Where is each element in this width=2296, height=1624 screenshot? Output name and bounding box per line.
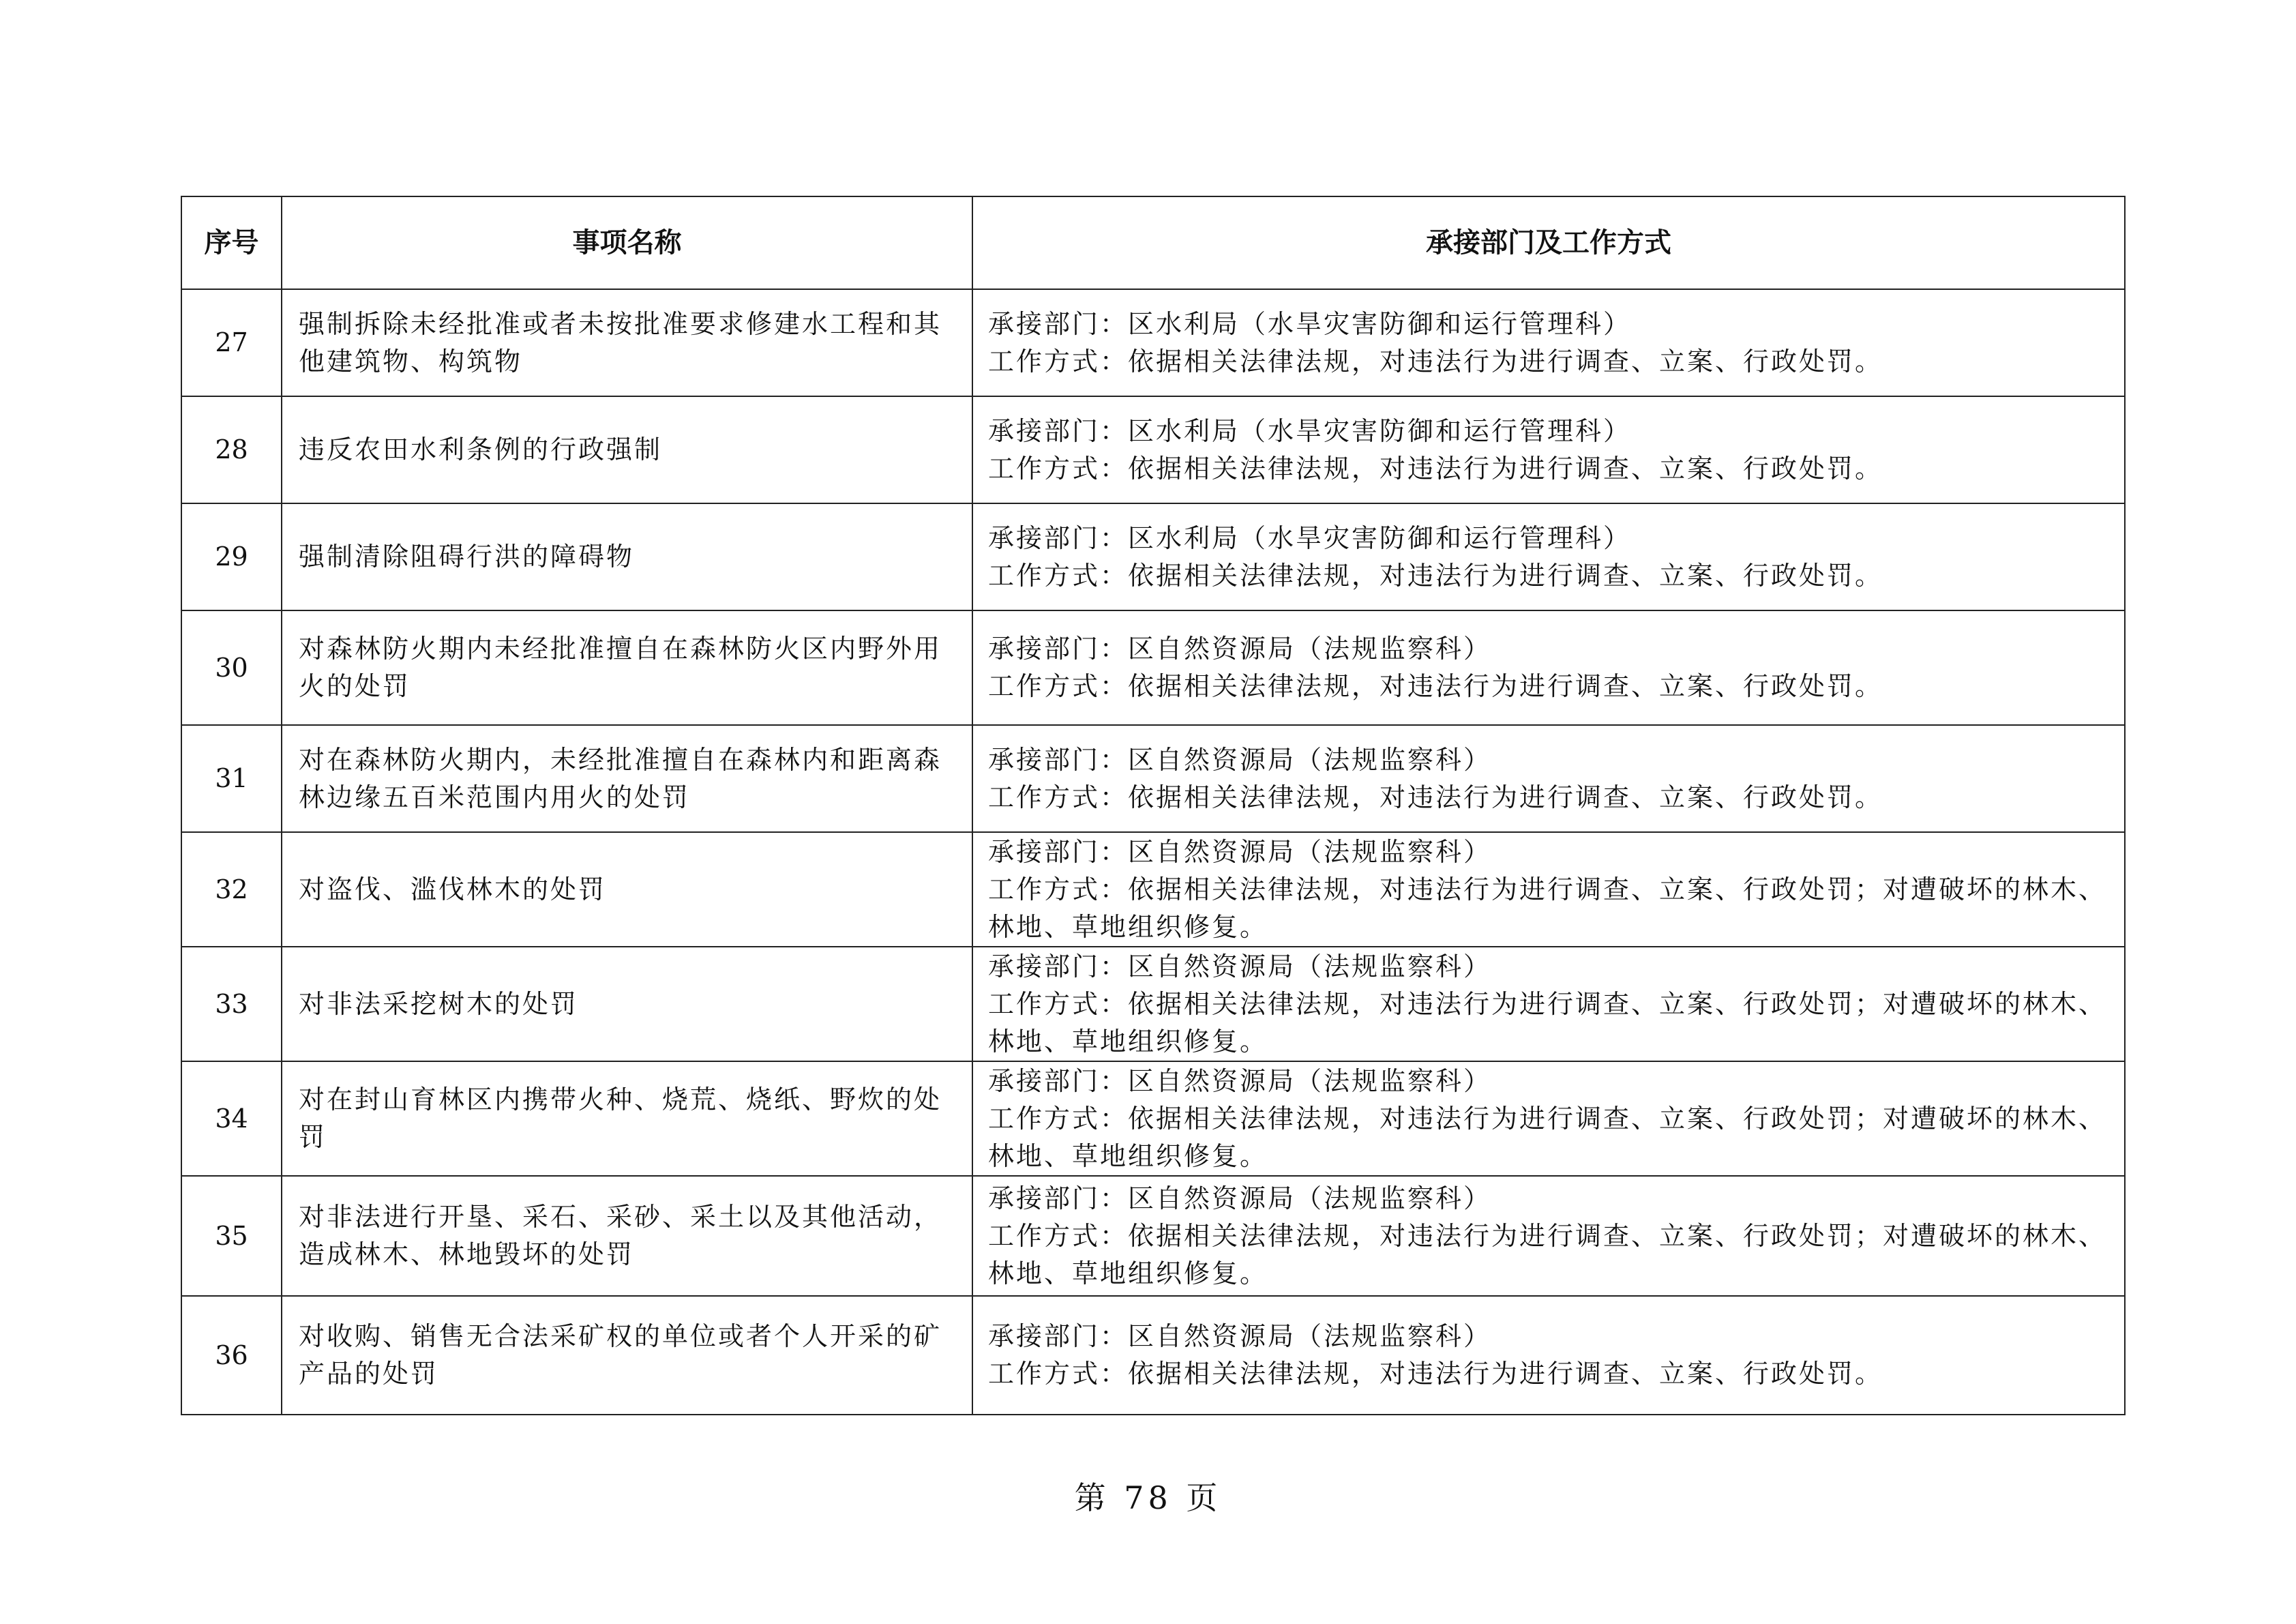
table-header-row [181,196,2125,289]
department-line: 承接部门：区自然资源局（法规监察科） [988,1065,1492,1096]
department-line: 承接部门：区自然资源局（法规监察科） [988,836,1492,867]
matter-name: 对盗伐、滥伐林木的处罚 [282,832,972,947]
matter-name: 对非法采挖树木的处罚 [282,947,972,1061]
row-number: 28 [181,396,282,503]
department-cell [972,1296,2125,1415]
department-cell [972,503,2125,610]
department-line: 承接部门：区自然资源局（法规监察科） [988,1321,1492,1351]
row-number: 36 [181,1296,282,1415]
work-method-line: 工作方式：依据相关法律法规，对违法行为进行调查、立案、行政处罚。 [988,346,1883,377]
department-line: 承接部门：区水利局（水旱灾害防御和运行管理科） [988,415,1632,446]
department-cell [972,832,2125,947]
work-method-line: 工作方式：依据相关法律法规，对违法行为进行调查、立案、行政处罚。 [988,1359,1883,1389]
work-method-line: 工作方式：依据相关法律法规，对违法行为进行调查、立案、行政处罚；对遭破坏的林木、林地、草地组织修复。 [988,988,2107,1057]
department-line: 承接部门：区自然资源局（法规监察科） [988,1183,1492,1213]
row-number: 29 [181,503,282,610]
table-row [181,610,2125,725]
work-method-line: 工作方式：依据相关法律法规，对违法行为进行调查、立案、行政处罚。 [988,671,1883,701]
matter-name: 对在封山育林区内携带火种、烧荒、烧纸、野炊的处罚 [282,1061,972,1176]
table-row [181,1176,2125,1296]
department-line: 承接部门：区自然资源局（法规监察科） [988,951,1492,981]
matter-name: 违反农田水利条例的行政强制 [282,396,972,503]
department-cell [972,1061,2125,1176]
table-row [181,725,2125,832]
department-cell [972,610,2125,725]
row-number: 34 [181,1061,282,1176]
matter-name: 强制拆除未经批准或者未按批准要求修建水工程和其他建筑物、构筑物 [282,289,972,396]
row-number: 33 [181,947,282,1061]
page-number: 第 78 页 [1074,1479,1222,1516]
header-department-and-method: 承接部门及工作方式 [972,196,2125,289]
matter-name: 强制清除阻碍行洪的障碍物 [282,503,972,610]
row-number: 30 [181,610,282,725]
header-matter-name: 事项名称 [282,196,972,289]
work-method-line: 工作方式：依据相关法律法规，对违法行为进行调查、立案、行政处罚；对遭破坏的林木、林地、草地组织修复。 [988,1103,2107,1171]
work-method-line: 工作方式：依据相关法律法规，对违法行为进行调查、立案、行政处罚；对遭破坏的林木、林地、草地组织修复。 [988,1220,2107,1288]
header-serial-number: 序号 [181,196,282,289]
department-cell [972,396,2125,503]
matter-name: 对收购、销售无合法采矿权的单位或者个人开采的矿产品的处罚 [282,1296,972,1415]
department-cell [972,725,2125,832]
matter-name: 对在森林防火期内，未经批准擅自在森林内和距离森林边缘五百米范围内用火的处罚 [282,725,972,832]
matter-name: 对森林防火期内未经批准擅自在森林防火区内野外用火的处罚 [282,610,972,725]
table-row [181,947,2125,1061]
row-number: 35 [181,1176,282,1296]
department-line: 承接部门：区自然资源局（法规监察科） [988,634,1492,664]
department-line: 承接部门：区自然资源局（法规监察科） [988,744,1492,775]
table-row [181,503,2125,610]
row-number: 31 [181,725,282,832]
table-row [181,1061,2125,1176]
work-method-line: 工作方式：依据相关法律法规，对违法行为进行调查、立案、行政处罚。 [988,560,1883,591]
table-row [181,1296,2125,1415]
department-cell [972,947,2125,1061]
matter-name: 对非法进行开垦、采石、采砂、采土以及其他活动，造成林木、林地毁坏的处罚 [282,1176,972,1296]
department-cell [972,289,2125,396]
matters-table [181,196,2126,1415]
table-row [181,396,2125,503]
department-cell [972,1176,2125,1296]
row-number: 27 [181,289,282,396]
department-line: 承接部门：区水利局（水旱灾害防御和运行管理科） [988,308,1632,339]
table-row [181,289,2125,396]
department-line: 承接部门：区水利局（水旱灾害防御和运行管理科） [988,522,1632,553]
work-method-line: 工作方式：依据相关法律法规，对违法行为进行调查、立案、行政处罚。 [988,453,1883,484]
work-method-line: 工作方式：依据相关法律法规，对违法行为进行调查、立案、行政处罚；对遭破坏的林木、林地、草地组织修复。 [988,874,2107,942]
work-method-line: 工作方式：依据相关法律法规，对违法行为进行调查、立案、行政处罚。 [988,782,1883,812]
table-row [181,832,2125,947]
row-number: 32 [181,832,282,947]
